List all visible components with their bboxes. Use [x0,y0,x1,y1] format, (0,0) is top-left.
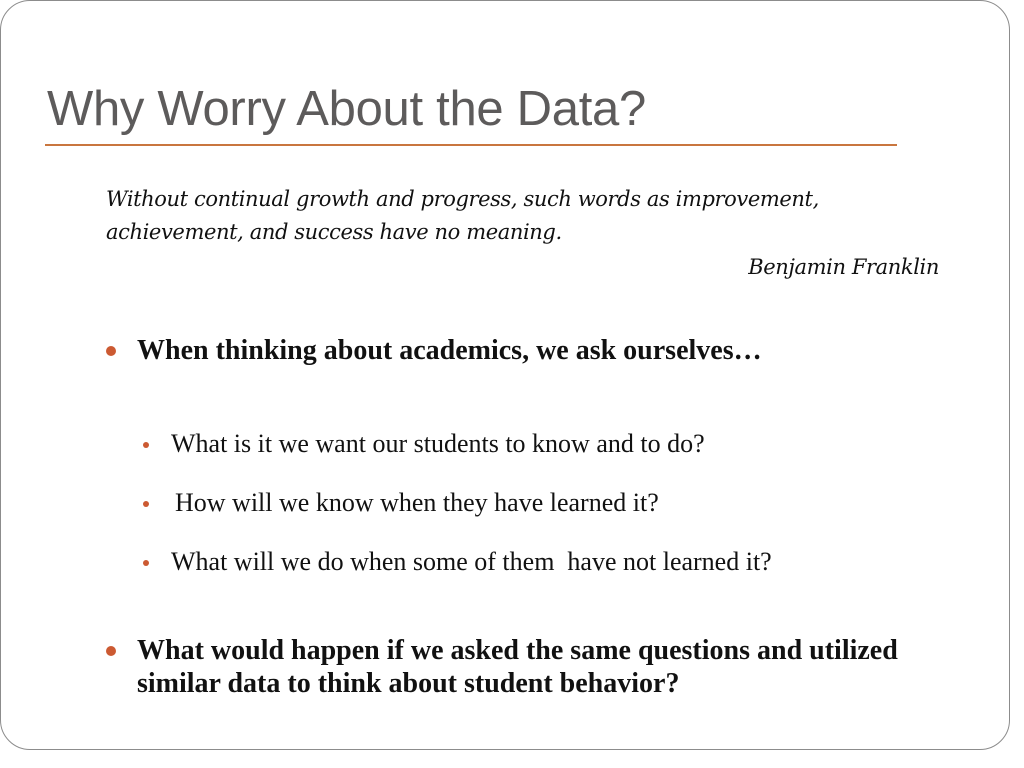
bullet-item [106,634,966,700]
sub-bullet-item [143,488,659,518]
sub-bullet-item [143,429,705,459]
title-underline [45,144,897,146]
sub-bullet-dot-icon [143,501,149,507]
sub-bullet-text: What will we do when some of them have not learned it? [171,547,772,576]
bullet-item [106,334,926,367]
bullet-text: What would happen if we asked the same questions and utilized similar data to think about student behavior? [137,635,898,699]
slide-title: Why Worry About the Data? [47,82,646,136]
quote-text: Without continual growth and progress, such words as improvement, achievement, and success have no meaning. [106,187,819,244]
quote-author: Benjamin Franklin [748,255,939,279]
sub-bullet-dot-icon [143,560,149,566]
bullet-dot-icon [106,346,116,356]
sub-bullet-dot-icon [143,442,149,448]
bullet-text: When thinking about academics, we ask ourselves… [137,335,762,366]
sub-bullet-text: What is it we want our students to know and to do? [171,429,705,458]
sub-bullet-item [143,547,772,577]
sub-bullet-text: How will we know when they have learned it? [175,488,659,517]
bullet-dot-icon [106,646,116,656]
